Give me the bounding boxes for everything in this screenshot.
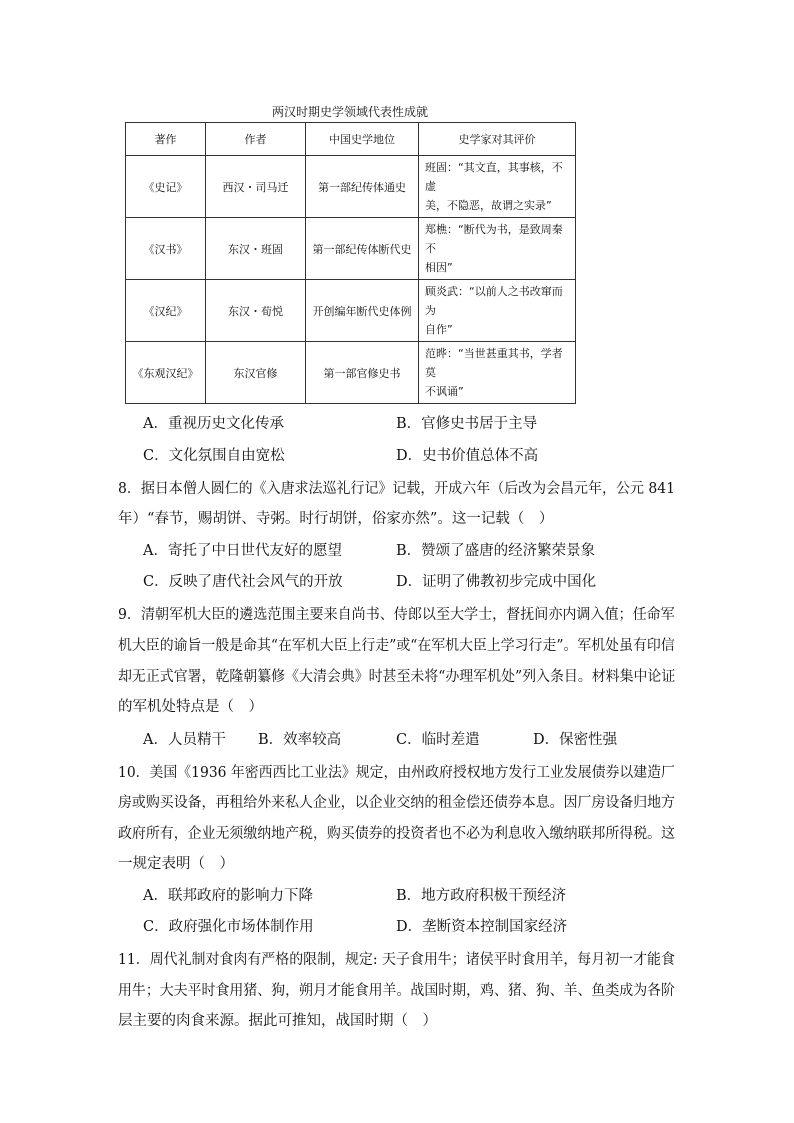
header-status: 中国史学地位 <box>306 123 419 156</box>
evaluation-line: 班固：“其文直，其事核，不虚 <box>425 161 563 193</box>
cell-evaluation <box>419 156 576 218</box>
cell-work: 《汉书》 <box>126 218 206 280</box>
q7-option-c[interactable]: C．文化氛围自由宽松 <box>143 448 285 464</box>
table-row <box>126 342 576 404</box>
q9-stem-line: 9．清朝军机大臣的遴选范围主要来自尚书、侍郎以至大学士，督抚间亦内调入值；任命军 <box>118 607 675 623</box>
q8-stem-line: 8．据日本僧人圆仁的《入唐求法巡礼行记》记载，开成六年（后改为会昌元年，公元 841 <box>118 481 676 497</box>
cell-status: 开创编年断代史体例 <box>306 280 419 342</box>
q9-option-a[interactable]: A．人员精干 <box>143 732 226 748</box>
q11-stem-line: 层主要的肉食来源。据此可推知，战国时期（ ） <box>118 1013 437 1029</box>
cell-author: 东汉官修 <box>206 342 306 404</box>
evaluation-line: 相因” <box>425 261 453 274</box>
q11-stem-line: 用牛；大夫平时食用猪、狗，朔月才能食用羊。战国时期，鸡、猪、狗、羊、鱼类成为各阶 <box>118 983 675 999</box>
q9-option-b[interactable]: B．效率较高 <box>258 732 342 748</box>
q10-stem-line: 一规定表明（ ） <box>118 856 234 872</box>
table-row <box>126 218 576 280</box>
q11-stem-line: 11．周代礼制对食肉有严格的限制，规定: 天子食用牛；诸侯平时食用羊，每月初一才能食 <box>118 952 675 968</box>
cell-status: 第一部官修史书 <box>306 342 419 404</box>
q10-option-a[interactable]: A．联邦政府的影响力下降 <box>143 888 313 904</box>
cell-evaluation <box>419 342 576 404</box>
q10-option-c[interactable]: C．政府强化市场体制作用 <box>143 919 314 935</box>
q10-stem-line: 政府所有，企业无须缴纳地产税，购买债券的投资者也不必为利息收入缴纳联邦所得税。这 <box>118 826 675 842</box>
q10-option-d[interactable]: D．垄断资本控制国家经济 <box>396 919 568 935</box>
q8-option-a[interactable]: A．寄托了中日世代友好的愿望 <box>143 543 342 559</box>
cell-status: 第一部纪传体通史 <box>306 156 419 218</box>
cell-work: 《东观汉纪》 <box>126 342 206 404</box>
cell-work: 《汉纪》 <box>126 280 206 342</box>
table-caption: 两汉时期史学领域代表性成就 <box>271 105 428 119</box>
evaluation-line: 不讽诵” <box>425 385 464 398</box>
table-row <box>126 280 576 342</box>
q7-option-d[interactable]: D．史书价值总体不高 <box>396 448 539 464</box>
header-evaluation: 史学家对其评价 <box>419 123 576 156</box>
q8-option-d[interactable]: D．证明了佛教初步完成中国化 <box>396 574 597 590</box>
cell-evaluation <box>419 218 576 280</box>
cell-author: 西汉・司马迁 <box>206 156 306 218</box>
table-header-row <box>126 123 576 156</box>
q7-option-a[interactable]: A．重视历史文化传承 <box>143 416 284 432</box>
cell-work: 《史记》 <box>126 156 206 218</box>
header-work: 著作 <box>126 123 206 156</box>
cell-author: 东汉・荀悦 <box>206 280 306 342</box>
cell-author: 东汉・班固 <box>206 218 306 280</box>
evaluation-line: 郑樵：“断代为书，是致周秦不 <box>425 223 563 255</box>
table-row <box>126 156 576 218</box>
q9-stem-line: 却无正式官署，乾隆朝纂修《大清会典》时甚至未将“办理军机处”列入条目。材料集中论证 <box>118 669 676 685</box>
q10-stem-line: 10．美国《1936 年密西西比工业法》规定，由州政府授权地方发行工业发展债券以建造厂 <box>118 765 675 781</box>
evaluation-line: 美，不隐恶，故谓之实录” <box>425 199 552 212</box>
evaluation-line: 范晔：“当世甚重其书，学者莫 <box>425 347 563 379</box>
evaluation-line: 顾炎武：“以前人之书改窜而为 <box>425 285 563 317</box>
q7-option-b[interactable]: B．官修史书居于主导 <box>396 416 538 432</box>
q10-option-b[interactable]: B．地方政府积极干预经济 <box>396 888 567 904</box>
q8-stem-line: 年）“春节，赐胡饼、寺粥。时行胡饼，俗家亦然”。这一记载（ ） <box>118 511 554 527</box>
q9-option-c[interactable]: C．临时差遣 <box>396 732 480 748</box>
q9-stem-line: 的军机处特点是（ ） <box>118 699 263 715</box>
cell-evaluation <box>419 280 576 342</box>
q10-stem-line: 房或购买设备，再租给外来私人企业，以企业交纳的租金偿还债券本息。因厂房设备归地方 <box>118 795 675 811</box>
q9-option-d[interactable]: D．保密性强 <box>533 732 618 748</box>
cell-status: 第一部纪传体断代史 <box>306 218 419 280</box>
q8-option-b[interactable]: B．赞颂了盛唐的经济繁荣景象 <box>396 543 596 559</box>
evaluation-line: 自作” <box>425 323 453 336</box>
q9-stem-line: 机大臣的谕旨一般是命其“在军机大臣上行走”或“在军机大臣上学习行走”。军机处虽有印信 <box>118 638 675 654</box>
achievements-table <box>125 122 576 404</box>
q8-option-c[interactable]: C．反映了唐代社会风气的开放 <box>143 574 343 590</box>
header-author: 作者 <box>206 123 306 156</box>
